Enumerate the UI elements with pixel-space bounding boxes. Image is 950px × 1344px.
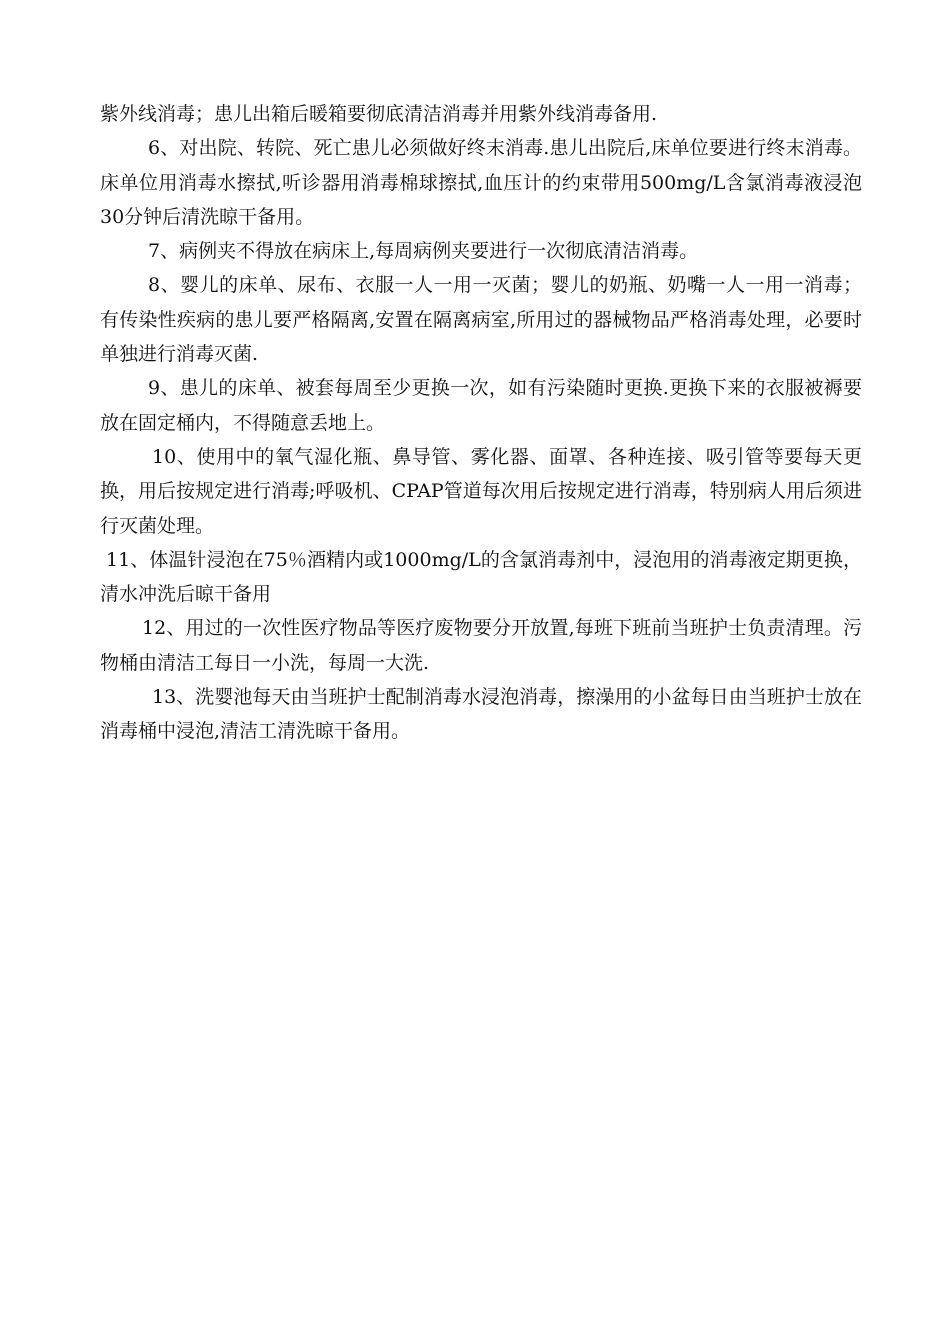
paragraph-item-6: 6、对出院、转院、死亡患儿必须做好终末消毒.患儿出院后,床单位要进行终末消毒。床单位用消毒水擦拭,听诊器用消毒棉球擦拭,血压计的约束带用500mg/L含氯消毒液浸泡30分钟后清洗晾干备用。 [100,137,862,228]
paragraph-item-10: 10、使用中的氧气湿化瓶、鼻导管、雾化器、面罩、各种连接、吸引管等要每天更换，用后按规定进行消毒;呼吸机、CPAP管道每次用后按规定进行消毒，特别病人用后须进行灭菌处理。 [100,445,862,537]
paragraph-continuation: 紫外线消毒；患儿出箱后暖箱要彻底清洁消毒并用紫外线消毒备用. [100,103,658,125]
paragraph-item-11: 11、体温针浸泡在75％酒精内或1000mg/L的含氯消毒剂中，浸泡用的消毒液定期更换，清水冲洗后晾干备用 [100,548,862,606]
paragraph-item-9: 9、患儿的床单、被套每周至少更换一次，如有污染随时更换.更换下来的衣服被褥要放在固定桶内，不得随意丢地上。 [100,377,862,434]
document-body [100,97,862,749]
paragraph-item-13: 13、洗婴池每天由当班护士配制消毒水浸泡消毒，擦澡用的小盆每日由当班护士放在消毒桶中浸泡,清洁工清洗晾干备用。 [100,686,862,743]
paragraph-item-12: 12、用过的一次性医疗物品等医疗废物要分开放置,每班下班前当班护士负责清理。污物桶由清洁工每日一小洗，每周一大洗. [100,617,862,674]
paragraph-item-8: 8、婴儿的床单、尿布、衣服一人一用一灭菌；婴儿的奶瓶、奶嘴一人一用一消毒；有传染性疾病的患儿要严格隔离,安置在隔离病室,所用过的器械物品严格消毒处理，必要时单独进行消毒灭菌. [100,274,862,366]
paragraph-item-7: 7、病例夹不得放在病床上,每周病例夹要进行一次彻底清洁消毒。 [148,240,699,263]
